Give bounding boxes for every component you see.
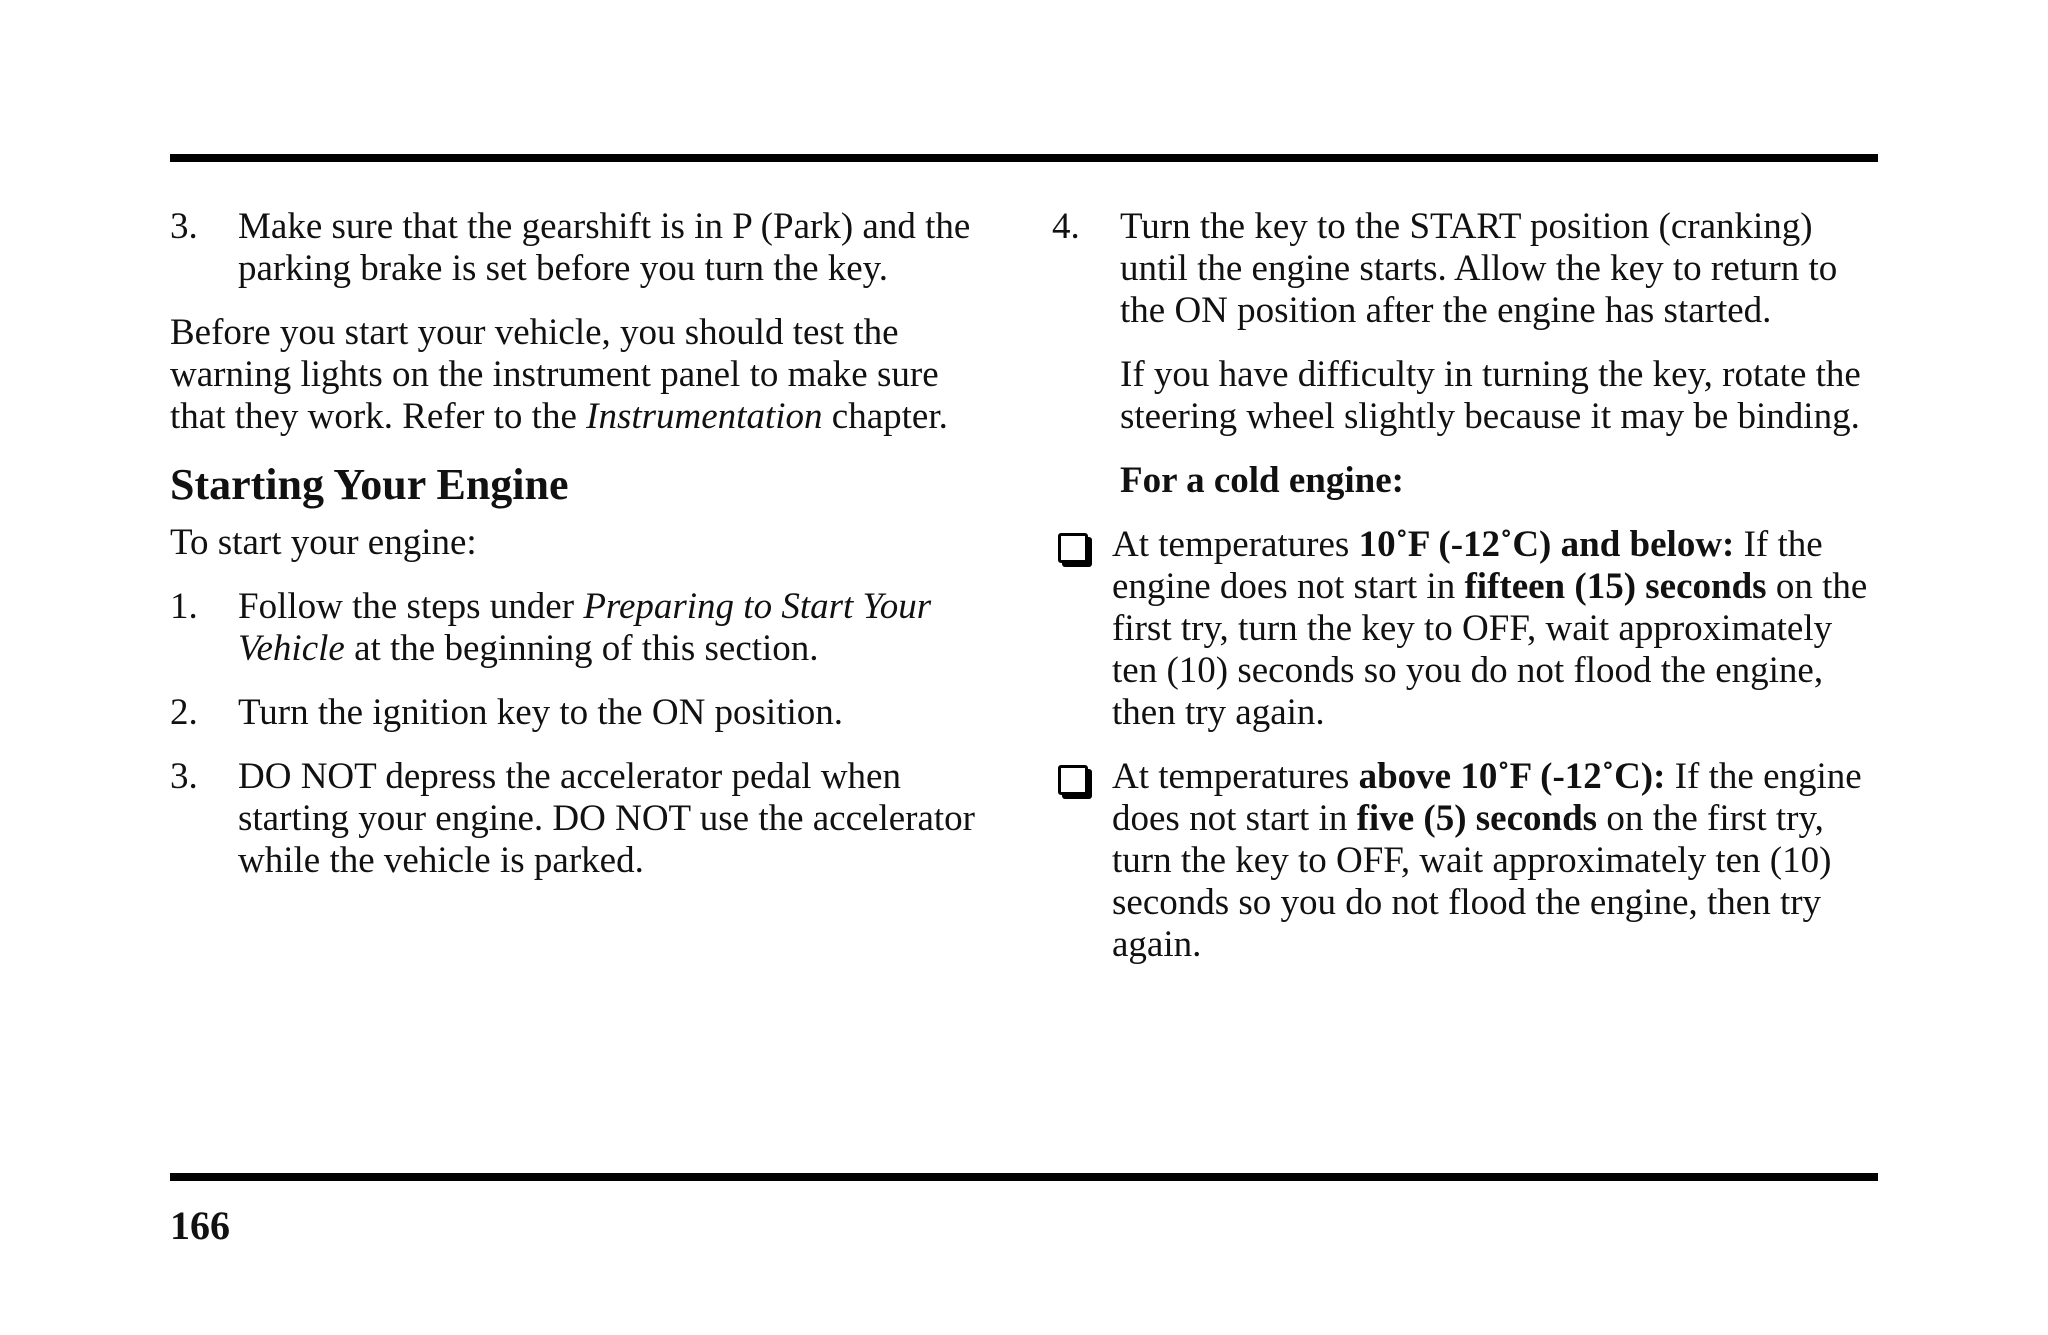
left-column [170,206,990,904]
bullet-text: If the engine does not start in [1112,524,1823,607]
intro-text: To start your engine: [170,522,477,563]
bullet-text: At temperatures [1112,756,1359,797]
bullet-above-10f [1052,756,1878,966]
step-text: Follow the steps under [238,586,584,627]
step-number: 1. [170,586,198,627]
temperature-threshold: above 10˚F (-12˚C): [1358,756,1666,797]
paragraph-text: Before you start your vehicle, you should test the warning lights on the instrument panel to make sure that they work. Refer to the [170,312,939,437]
cold-engine-heading: For a cold engine: [1120,460,1404,501]
instrumentation-reference: Instrumentation [586,396,823,437]
section-heading: Starting Your Engine [170,460,569,509]
step-4 [1052,206,1878,332]
bottom-rule [170,1173,1878,1181]
bullet-text: on the first try, turn the key to OFF, wait approximately ten (10) seconds so you do not flood the engine, then try again. [1112,798,1832,965]
page-number: 166 [170,1203,230,1248]
right-column [1052,206,1878,988]
step-number: 3. [170,756,198,797]
difficulty-paragraph: If you have difficulty in turning the key, rotate the steering wheel slightly because it may be binding. [1120,354,1861,437]
checkbox-bullet-icon [1058,533,1088,563]
step-text: Make sure that the gearshift is in P (Park) and the parking brake is set before you turn the key. [238,206,971,289]
section-reference: Preparing to Start Your Vehicle [238,586,932,669]
duration: five (5) seconds [1356,798,1598,839]
bullet-below-10f [1052,524,1878,734]
checkbox-bullet-icon [1058,765,1088,795]
step-1 [170,586,990,670]
bullet-text: on the first try, turn the key to OFF, wait approximately ten (10) seconds so you do not flood the engine, then try again. [1112,566,1868,733]
paragraph-text-end: chapter. [822,396,948,437]
step-text: Turn the key to the START position (cranking) until the engine starts. Allow the key to return to the ON position after the engine has started. [1120,206,1838,331]
step-number: 2. [170,692,198,733]
step-text-end: at the beginning of this section. [344,628,819,669]
step-3 [170,756,990,882]
temperature-threshold: 10˚F (-12˚C) and below: [1358,524,1735,565]
step-number: 3. [170,206,198,247]
top-rule [170,154,1878,162]
step-number: 4. [1052,206,1080,247]
step-3-gearshift [170,206,990,290]
step-text: DO NOT depress the accelerator pedal when starting your engine. DO NOT use the accelerator while the vehicle is parked. [238,756,976,881]
duration: fifteen (15) seconds [1464,566,1767,607]
warning-lights-paragraph [170,312,990,438]
step-2 [170,692,990,734]
bullet-text: At temperatures [1112,524,1359,565]
bullet-text: If the engine does not start in [1112,756,1862,839]
step-text: Turn the ignition key to the ON position. [238,692,844,733]
